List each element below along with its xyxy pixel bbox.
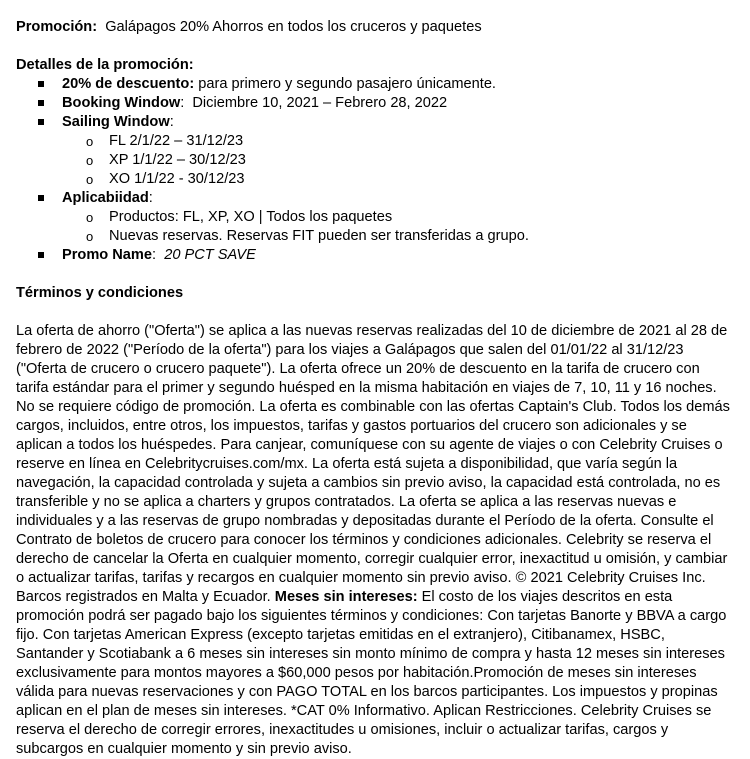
booking-window-value: Diciembre 10, 2021 – Febrero 28, 2022 — [192, 95, 448, 111]
applicability-item-text: Productos: FL, XP, XO | Todos los paquetes — [109, 209, 393, 225]
msi-after-text: El costo de los viajes descritos en esta — [421, 589, 673, 605]
sailing-window-item — [16, 151, 734, 170]
terms-line: fijo. Con tarjetas American Express (excepto tarjetas emitidas en el extranjero), Citibanamex, HSBC, — [16, 627, 665, 643]
sailing-window-item-text: XP 1/1/22 – 30/12/23 — [109, 152, 246, 168]
circle-bullet-icon: o — [86, 153, 94, 168]
terms-line: derecho de cancelar la Oferta en cualquier momento, corregir cualquier error, inexactitud u omisión, y cambiar — [16, 551, 728, 567]
terms-heading: Términos y condiciones — [16, 285, 184, 301]
sailing-window-item-text: XO 1/1/22 - 30/12/23 — [109, 171, 245, 187]
bullet-discount — [16, 75, 734, 94]
terms-line: o actualizar tarifas, tarifas y recargos en cualquier momento sin previo aviso. © 2021 Celebrity Cruises Inc. — [16, 570, 706, 586]
terms-line: cargos, incluidos, entre otros, los impuestos, tarifas y gastos portuarios del crucero son adicionales y se — [16, 418, 687, 434]
bullet-booking-window: Booking Window: Diciembre 10, 2021 – Febrero 28, 2022 — [16, 94, 734, 113]
terms-line: ("Oferta de crucero o crucero paquete"). La oferta ofrece un 20% de descuento en la tarifa de crucero con — [16, 361, 700, 377]
applicability-item — [16, 227, 734, 246]
msi-before-text: Barcos registrados en Malta y Ecuador. — [16, 589, 271, 605]
promotion-value: Galápagos 20% Ahorros en todos los cruceros y paquetes — [105, 19, 482, 35]
bullet-applicability: Aplicabiidad: — [16, 189, 734, 208]
sailing-window-label: Sailing Window — [62, 114, 170, 130]
applicability-item — [16, 208, 734, 227]
circle-bullet-icon: o — [86, 210, 94, 225]
terms-line: reserva el derecho de corregir errores, inexactitudes u omisiones, incluir o actualizar tarifas, cargos y — [16, 722, 669, 738]
square-bullet-icon — [38, 81, 44, 87]
terms-line: válida para nuevas reservaciones y con PAGO TOTAL en los barcos participantes. Los impuestos y propinas — [16, 684, 718, 700]
sailing-window-item-text: FL 2/1/22 – 31/12/23 — [109, 133, 244, 149]
terms-line: individuales y a las reservas de grupo nombradas y depositadas durante el Período de la oferta. Consulte el — [16, 513, 714, 529]
bullet-sailing-window: Sailing Window: — [16, 113, 734, 132]
terms-line: exclusivamente para montos mayores a $60,000 pesos por habitación.Promoción de meses sin intereses — [16, 665, 697, 681]
terms-line: febrero de 2022 ("Período de la oferta") para los viajes a Galápagos que salen del 01/01/22 al 31/12/23 — [16, 342, 684, 358]
discount-label: 20% de descuento: — [62, 76, 195, 92]
applicability-item-text: Nuevas reservas. Reservas FIT pueden ser transferidas a grupo. — [109, 228, 529, 244]
promotion-label: Promoción: — [16, 19, 98, 35]
square-bullet-icon — [38, 100, 44, 106]
sailing-window-item — [16, 170, 734, 189]
terms-line: Contrato de boletos de crucero para conocer los términos y condiciones adicionales. Celebrity se reserva el — [16, 532, 712, 548]
terms-line-msi — [16, 588, 738, 607]
discount-value: para primero y segundo pasajero únicamente. — [198, 76, 496, 92]
terms-line: transferible y no se aplica a charters y grupos contratados. La oferta se aplica a las reservas nuevas e — [16, 494, 677, 510]
msi-label: Meses sin intereses: — [274, 589, 418, 605]
sailing-window-item — [16, 132, 734, 151]
circle-bullet-icon: o — [86, 229, 94, 244]
terms-line: aplican en el plan de meses sin intereses. *CAT 0% Informativo. Aplican Restricciones. Celebrity Cruises se — [16, 703, 712, 719]
terms-line: tarifa estándar para el primer y segundo huésped en la misma habitación en viajes de 7, 10, 11 y 16 noches. — [16, 380, 717, 396]
terms-line: La oferta de ahorro ("Oferta") se aplica a las nuevas reservas realizadas del 10 de diciembre de 2021 al 28 de — [16, 323, 728, 339]
applicability-label: Aplicabiidad — [62, 190, 149, 206]
square-bullet-icon — [38, 119, 44, 125]
terms-line: reserve en línea en Celebritycruises.com/mx. La oferta está sujeta a disponibilidad, que varía según la — [16, 456, 678, 472]
promo-name-value: 20 PCT SAVE — [164, 247, 256, 263]
bullet-promo-name: Promo Name: 20 PCT SAVE — [16, 246, 734, 265]
details-heading: Detalles de la promoción: — [16, 57, 194, 73]
terms-body — [16, 322, 738, 759]
circle-bullet-icon: o — [86, 172, 94, 187]
promotion-line — [16, 18, 734, 37]
square-bullet-icon — [38, 195, 44, 201]
circle-bullet-icon: o — [86, 134, 94, 149]
terms-line: aplican a todos los huéspedes. Para canjear, comuníquese con su agente de viajes o con Celebrity Cruises o — [16, 437, 723, 453]
terms-line: No se requiere código de promoción. La oferta es combinable con las ofertas Captain's Club. Todos los demás — [16, 399, 730, 415]
terms-line: promoción podrá ser pagado bajo los siguientes términos y condiciones: Con tarjetas Banorte y BBVA a cargo — [16, 608, 727, 624]
terms-line: navegación, la capacidad controlada y sujeta a cambios sin previo aviso, la capacidad está controlada, no es — [16, 475, 721, 491]
square-bullet-icon — [38, 252, 44, 258]
terms-line: subcargos en cualquier momento y sin previo aviso. — [16, 741, 352, 757]
promo-name-label: Promo Name — [62, 247, 153, 263]
booking-window-label: Booking Window — [62, 95, 181, 111]
terms-line: Santander y Scotiabank a 6 meses sin intereses sin monto mínimo de compra y hasta 12 meses sin intereses — [16, 646, 725, 662]
